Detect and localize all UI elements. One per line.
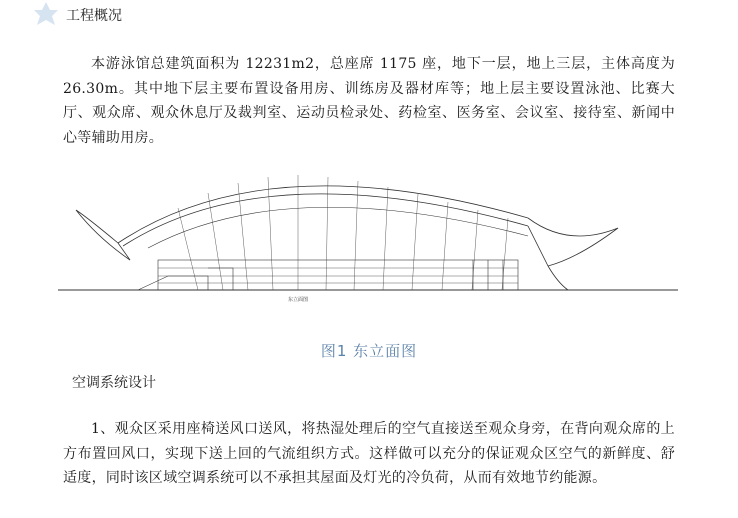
drawing-label: 东立面图	[288, 297, 309, 303]
overview-paragraph: 本游泳馆总建筑面积为 12231m2，总座席 1175 座，地下一层，地上三层，主体高度为 26.30m。其中地下层主要布置设备用房、训练房及器材库等；地上层主要设置泳池、比赛大厅、观众席、观众休息厅及裁判室、运动员检录处、药检室、医务室、会议室、接待室、新闻中心等辅助用房。	[63, 56, 675, 146]
section-title-ac-design: 空调系统设计	[72, 375, 156, 391]
figure-caption: 图1 东立面图	[320, 342, 418, 360]
corner-decoration-icon	[28, 0, 64, 28]
ac-design-paragraph: 1、观众区采用座椅送风口送风，将热湿处理后的空气直接送至观众身旁，在背向观众席的上方布置回风口，实现下送上回的气流组织方式。这样做可以充分的保证观众区空气的新鲜度、舒适度，同时该区域空调系统可以不承担其屋面及灯光的冷负荷，从而有效地节约能源。	[63, 421, 675, 486]
section-title-overview: 工程概况	[66, 8, 122, 24]
east-elevation-drawing	[58, 148, 678, 348]
